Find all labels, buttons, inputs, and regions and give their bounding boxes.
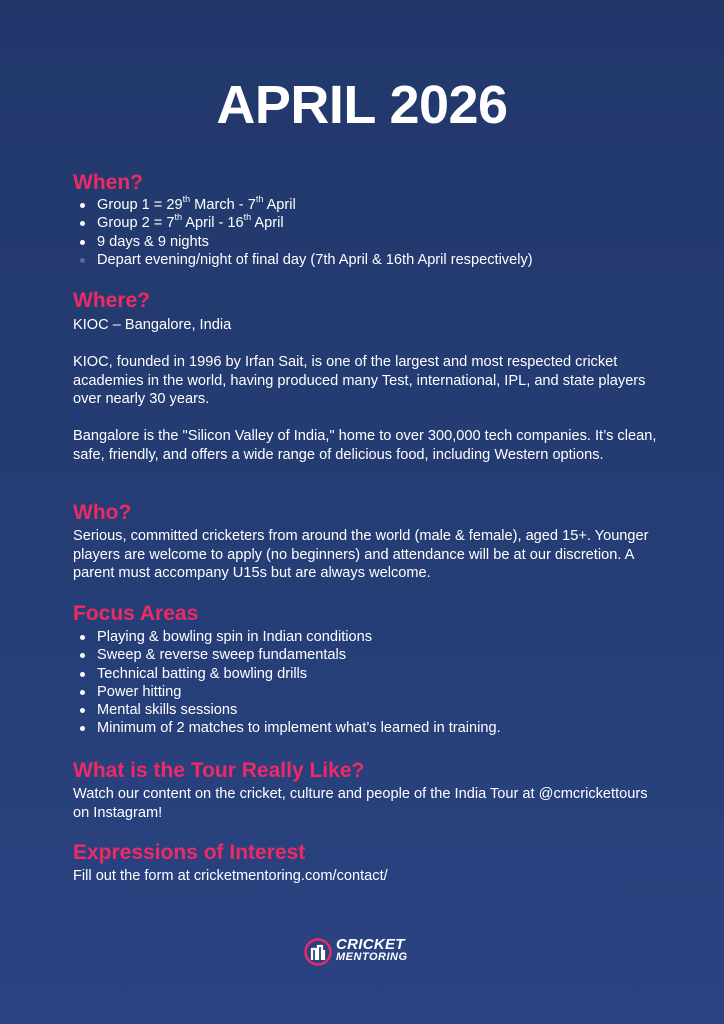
list-item: 9 days & 9 nights: [73, 233, 663, 251]
list-item: Playing & bowling spin in Indian conditions: [73, 628, 663, 646]
focus-heading: Focus Areas: [73, 602, 199, 625]
logo-text: [336, 938, 408, 964]
interest-paragraph: Fill out the form at cricketmentoring.com/contact/: [73, 868, 388, 884]
interest-heading: Expressions of Interest: [73, 841, 306, 864]
list-item: Mental skills sessions: [73, 701, 663, 719]
cricket-mentoring-logo: [304, 937, 424, 969]
focus-list: [73, 628, 663, 738]
where-heading: Where?: [73, 289, 151, 312]
focus-section: [73, 602, 663, 738]
who-paragraph: Serious, committed cricketers from around the world (male & female), aged 15+. Younger players are welcome to apply (no beginners) and attendance will be at our discretion. A parent must accompany U15s but are always welcome.: [73, 528, 649, 581]
where-location: KIOC – Bangalore, India: [73, 317, 232, 333]
list-item: Depart evening/night of final day (7th April & 16th April respectively): [73, 251, 663, 269]
interest-section: [73, 841, 663, 886]
tour-section: [73, 759, 663, 822]
list-item: Sweep & reverse sweep fundamentals: [73, 646, 663, 664]
list-item: Minimum of 2 matches to implement what’s learned in training.: [73, 719, 663, 737]
logo-line-1: CRICKET: [336, 936, 405, 953]
list-item: Power hitting: [73, 683, 663, 701]
who-heading: Who?: [73, 501, 132, 524]
when-list: [73, 196, 663, 269]
where-section: [73, 289, 663, 464]
list-item: Group 2 = 7th April - 16th April: [73, 214, 663, 232]
cricket-ball-icon: [304, 938, 332, 966]
where-paragraph-2: Bangalore is the "Silicon Valley of India," home to over 300,000 tech companies. It’s clean, safe, friendly, and offers a wide range of delicious food, including Western options.: [73, 428, 657, 463]
page-title: APRIL 2026: [216, 75, 508, 135]
when-section: [73, 171, 663, 269]
when-heading: When?: [73, 171, 143, 194]
list-item: Technical batting & bowling drills: [73, 665, 663, 683]
tour-heading: What is the Tour Really Like?: [73, 759, 365, 782]
tour-paragraph: Watch our content on the cricket, culture and people of the India Tour at @cmcrickettours on Instagram!: [73, 786, 648, 821]
who-section: [73, 501, 663, 583]
list-item: Group 1 = 29th March - 7th April: [73, 196, 663, 214]
where-paragraph-1: KIOC, founded in 1996 by Irfan Sait, is one of the largest and most respected cricket academies in the world, having produced many Test, international, IPL, and state players over nearly 30 years.: [73, 354, 646, 407]
logo-line-2: MENTORING: [336, 951, 408, 963]
